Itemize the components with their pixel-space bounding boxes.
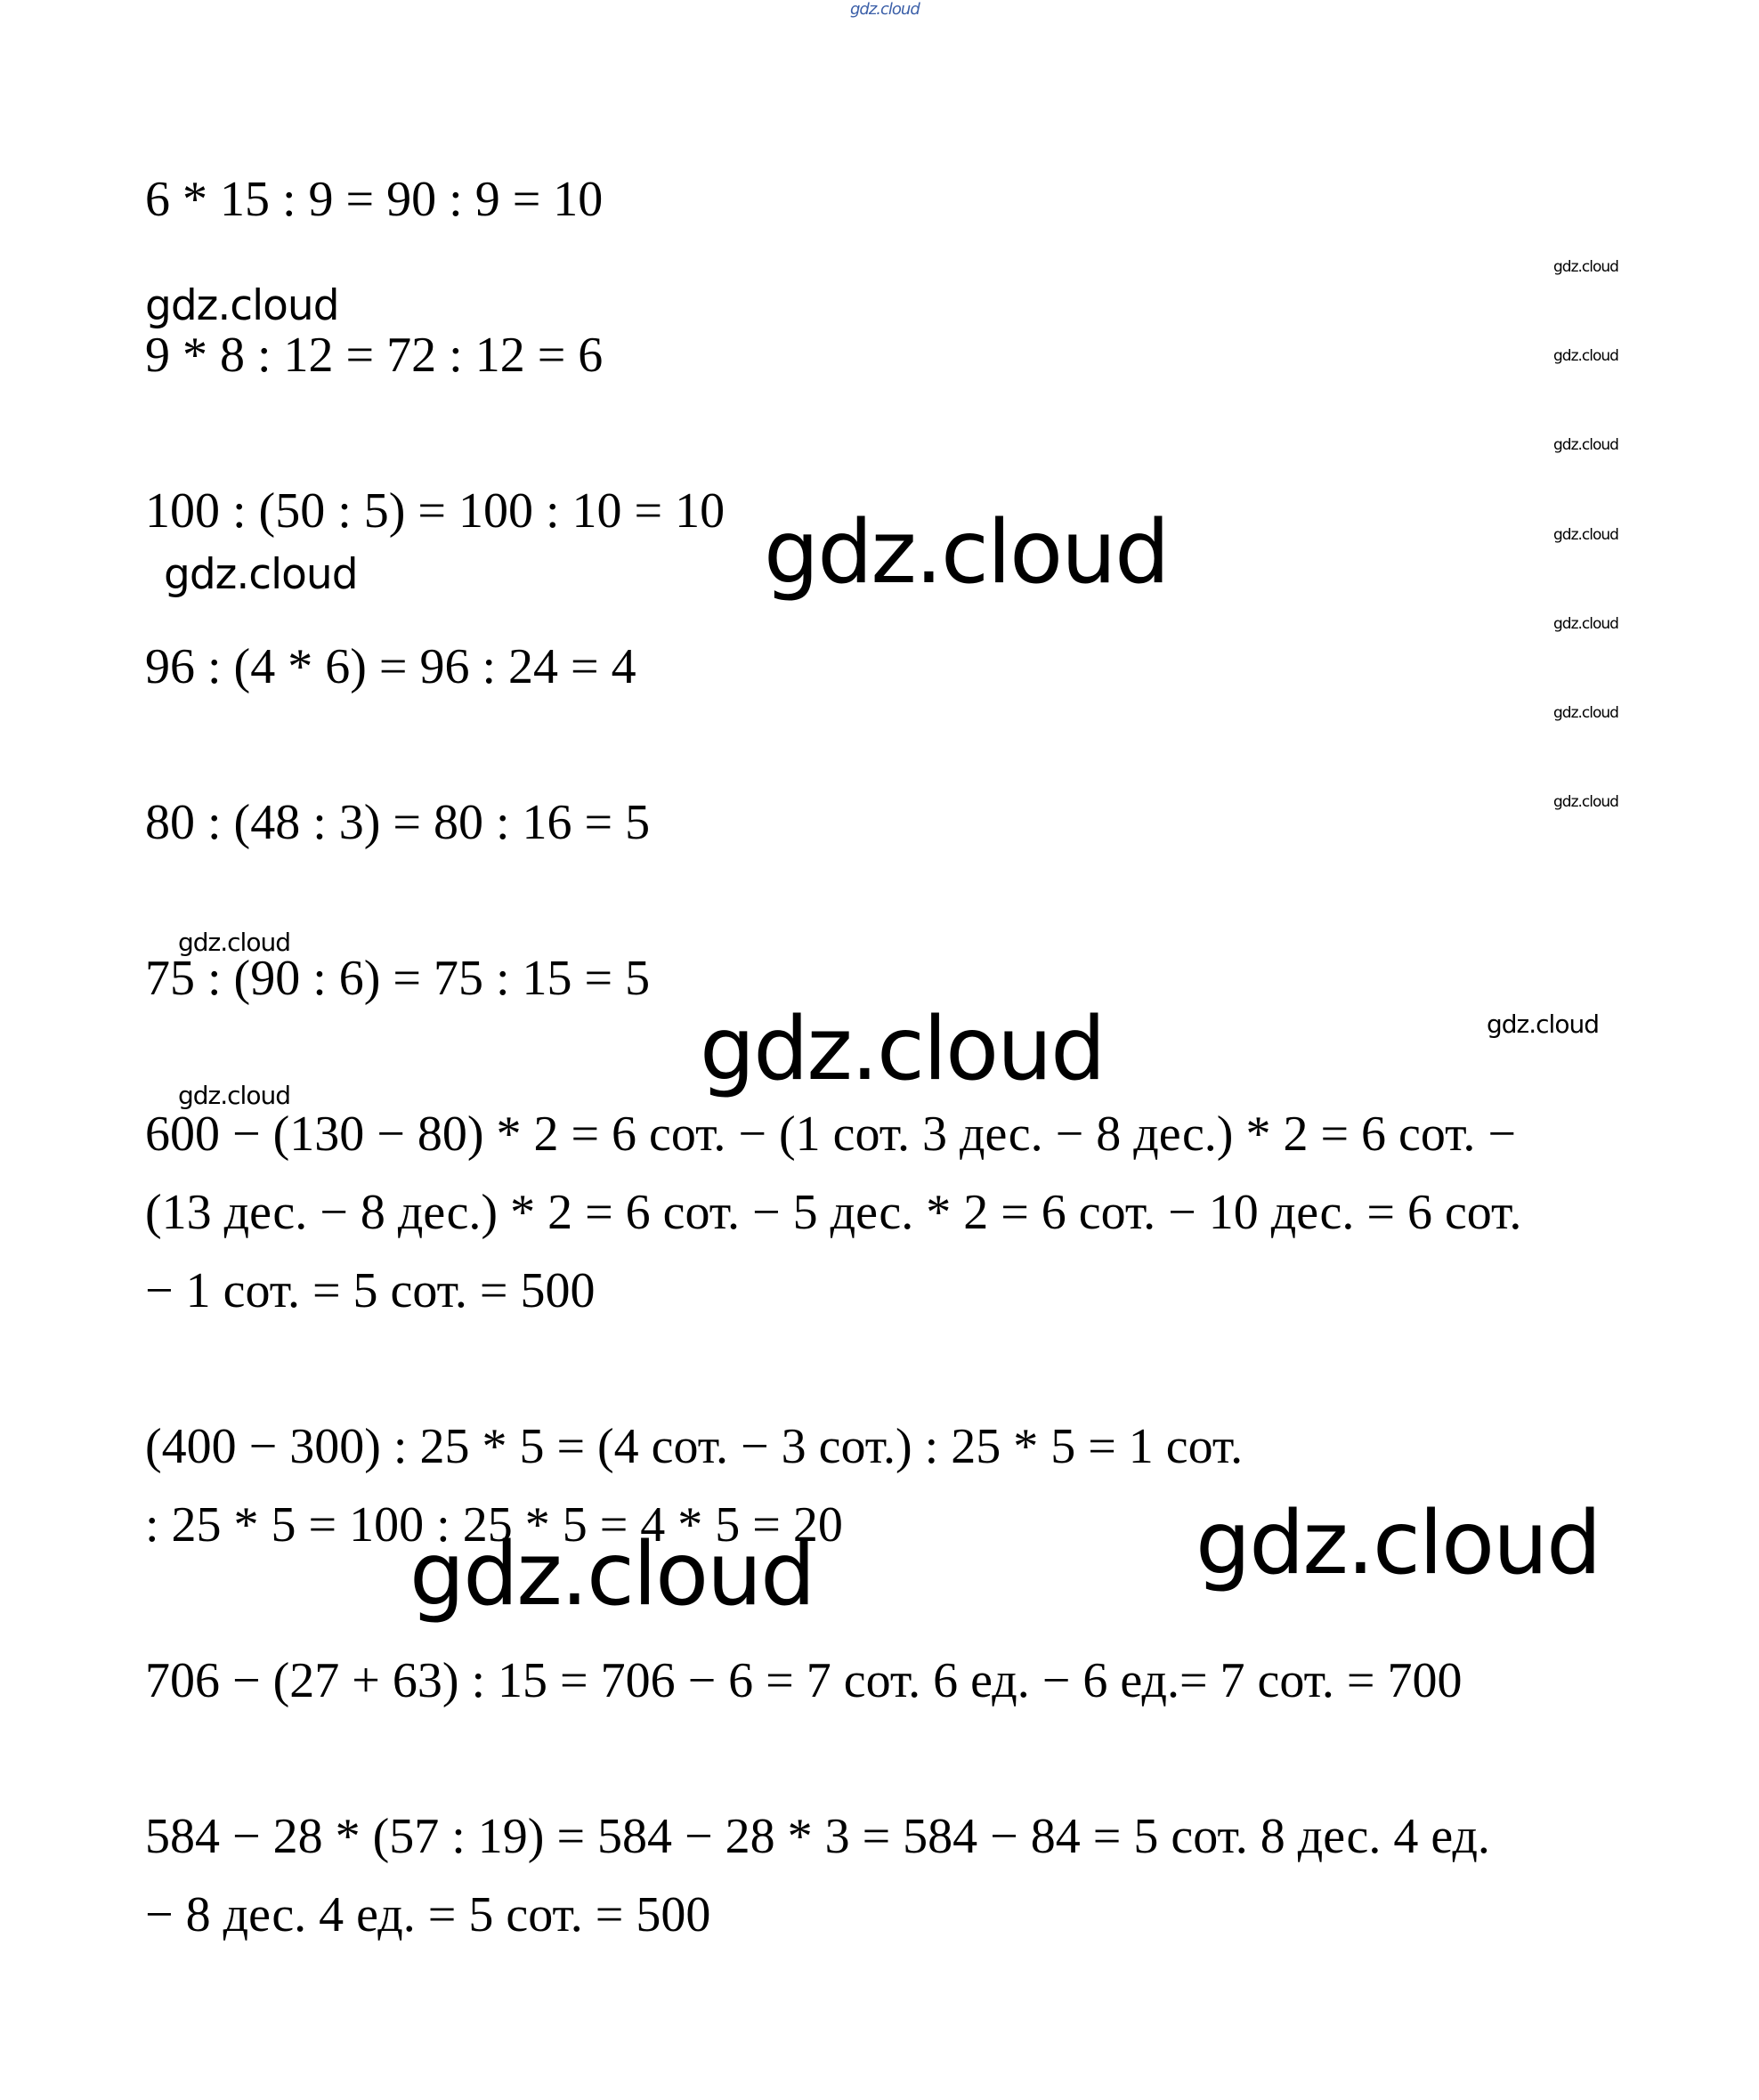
equation-5: 80 : (48 : 3) = 80 : 16 = 5 bbox=[145, 795, 651, 850]
equation-1: 6 * 15 : 9 = 90 : 9 = 10 bbox=[145, 172, 604, 227]
watermark-large-4: gdz.cloud bbox=[409, 1524, 815, 1626]
equation-3: 100 : (50 : 5) = 100 : 10 = 10 bbox=[145, 483, 725, 539]
watermark-side-2: gdz.cloud bbox=[1553, 347, 1618, 365]
watermark-side-5: gdz.cloud bbox=[1553, 615, 1618, 633]
equation-10-line-2: − 8 дес. 4 ед. = 5 сот. = 500 bbox=[145, 1887, 711, 1942]
watermark-side-7: gdz.cloud bbox=[1553, 793, 1618, 811]
equation-2: 9 * 8 : 12 = 72 : 12 = 6 bbox=[145, 328, 604, 383]
equation-6: 75 : (90 : 6) = 75 : 15 = 5 bbox=[145, 951, 651, 1006]
watermark-4: gdz.cloud bbox=[1487, 1009, 1599, 1039]
equation-8-line-1: (400 − 300) : 25 * 5 = (4 сот. − 3 сот.) : 25 * 5 = 1 сот. bbox=[145, 1419, 1244, 1474]
watermark-side-1: gdz.cloud bbox=[1553, 258, 1618, 276]
equation-9: 706 − (27 + 63) : 15 = 706 − 6 = 7 сот. 6 ед. − 6 ед.= 7 сот. = 700 bbox=[145, 1653, 1463, 1708]
equation-8-line-2: : 25 * 5 = 100 : 25 * 5 = 4 * 5 = 20 bbox=[145, 1497, 843, 1553]
equation-7-line-2: (13 дес. − 8 дес.) * 2 = 6 сот. − 5 дес. * 2 = 6 сот. − 10 дес. = 6 сот. bbox=[145, 1185, 1522, 1240]
equation-10-line-1: 584 − 28 * (57 : 19) = 584 − 28 * 3 = 584 − 84 = 5 сот. 8 дес. 4 ед. bbox=[145, 1809, 1490, 1864]
watermark-large-1: gdz.cloud bbox=[764, 502, 1169, 604]
watermark-large-3: gdz.cloud bbox=[1196, 1493, 1601, 1594]
watermark-2: gdz.cloud bbox=[164, 550, 358, 599]
watermark-side-6: gdz.cloud bbox=[1553, 704, 1618, 722]
equation-4: 96 : (4 * 6) = 96 : 24 = 4 bbox=[145, 639, 636, 694]
watermark-5: gdz.cloud bbox=[178, 1081, 290, 1110]
watermark-large-2: gdz.cloud bbox=[700, 999, 1105, 1100]
watermark-3: gdz.cloud bbox=[178, 928, 290, 957]
watermark-top: gdz.cloud bbox=[850, 0, 920, 19]
equation-7-line-3: − 1 сот. = 5 сот. = 500 bbox=[145, 1263, 596, 1318]
watermark-1: gdz.cloud bbox=[145, 281, 339, 330]
equation-7-line-1: 600 − (130 − 80) * 2 = 6 сот. − (1 сот. 3 дес. − 8 дес.) * 2 = 6 сот. − bbox=[145, 1107, 1516, 1162]
watermark-side-4: gdz.cloud bbox=[1553, 526, 1618, 544]
watermark-side-3: gdz.cloud bbox=[1553, 436, 1618, 454]
